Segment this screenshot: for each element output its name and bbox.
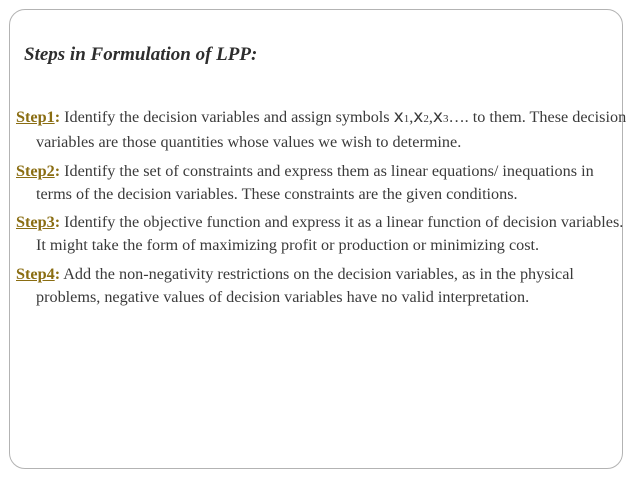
symbol-x3-sep: ….: [448, 108, 473, 126]
step-1-text-before: Identify the decision variables and assign symbols: [60, 108, 394, 126]
steps-list: [16, 106, 628, 314]
symbol-x3: x: [432, 107, 443, 127]
symbol-x2-sep: ,: [428, 108, 433, 126]
step-4-label: Step4: [16, 264, 55, 283]
step-2-text: Identify the set of constraints and express them as linear equations/ inequations in terms of the decision variables. These constraints are the given conditions.: [36, 161, 594, 203]
step-4-colon: :: [54, 264, 61, 283]
symbol-x2-subscript: 2: [423, 113, 429, 125]
step-2-colon: :: [54, 161, 61, 180]
step-4: [16, 263, 628, 310]
step-4-text: Add the non-negativity restrictions on the decision variables, as in the physical problems, negative values of decision variables have no valid interpretation.: [36, 264, 574, 306]
step-1: [16, 106, 628, 155]
step-3: [16, 211, 628, 258]
step-3-text: Identify the objective function and express it as a linear function of decision variables. It might take the form of maximizing profit or production or minimizing cost.: [36, 213, 624, 255]
symbol-x2: x: [413, 107, 424, 127]
step-2: [16, 160, 628, 207]
symbol-x1-sep: ,: [409, 108, 414, 126]
step-2-label: Step2: [16, 161, 55, 180]
symbol-x1: x: [393, 107, 404, 127]
symbol-x3-subscript: 3: [442, 113, 449, 125]
step-3-label: Step3: [16, 213, 55, 231]
step-3-colon: :: [54, 213, 61, 231]
step-1-text-after: to them. These decision variables are those quantities whose values we wish to determine.: [36, 108, 627, 152]
slide-title: Steps in Formulation of LPP:: [24, 44, 258, 65]
step-1-colon: :: [54, 108, 61, 126]
symbol-x1-subscript: 1: [403, 113, 410, 125]
step-1-label: Step1: [16, 108, 55, 126]
